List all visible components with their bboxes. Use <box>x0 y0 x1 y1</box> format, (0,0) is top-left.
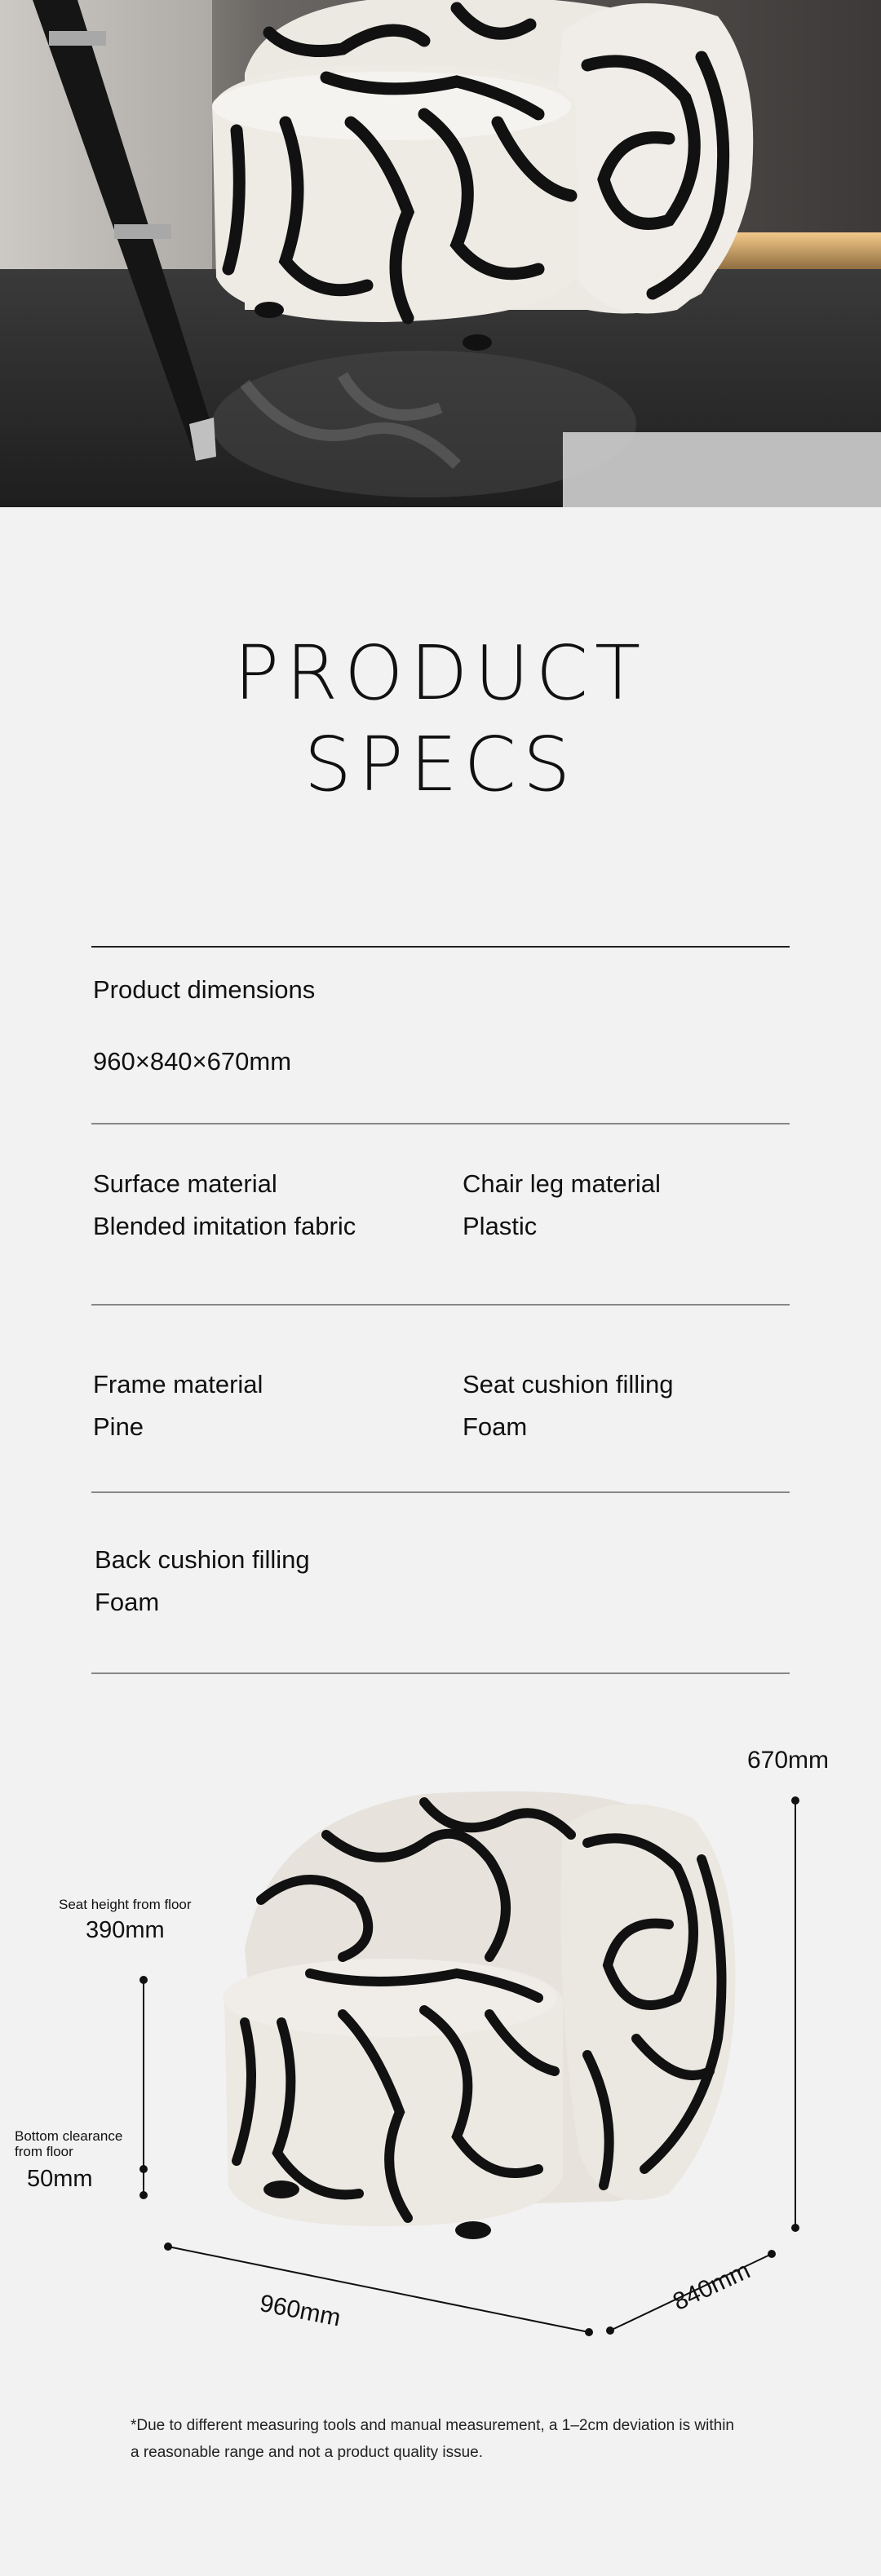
disclaimer-note <box>131 2412 783 2466</box>
height-label: 670mm <box>747 1747 830 1774</box>
divider <box>91 1491 790 1493</box>
chair-illustration <box>223 1792 735 2239</box>
hero-photo <box>0 0 881 507</box>
seat-height-dimension-line <box>139 1976 148 2173</box>
back-cushion-filling-value: Foam <box>95 1588 160 1616</box>
divider <box>91 946 790 948</box>
back-cushion-filling-label: Back cushion filling <box>95 1545 310 1574</box>
clearance-dimension-line <box>139 2169 148 2199</box>
disclaimer-line1: *Due to different measuring tools and manual measurement, a 1–2cm deviation is within <box>131 2417 734 2434</box>
dimension-diagram <box>0 1729 881 2348</box>
height-dimension-line <box>791 1796 799 2232</box>
disclaimer-line2: a reasonable range and not a product quality issue. <box>131 2444 484 2461</box>
surface-material-label: Surface material <box>93 1169 277 1198</box>
divider <box>91 1672 790 1674</box>
frame-material-label: Frame material <box>93 1370 263 1398</box>
clearance-caption <box>15 2128 122 2159</box>
seat-height-value: 390mm <box>86 1917 165 1943</box>
clearance-caption-line1: Bottom clearance <box>15 2128 123 2144</box>
clearance-value: 50mm <box>27 2166 93 2192</box>
hero-chair-illustration <box>0 0 881 507</box>
divider <box>91 1123 790 1125</box>
page-title <box>0 628 881 811</box>
page-title-line1: PRODUCT <box>233 630 648 717</box>
clearance-caption-line2: from floor <box>15 2144 73 2159</box>
seat-height-caption: Seat height from floor <box>59 1897 192 1912</box>
seat-cushion-filling-value: Foam <box>463 1412 528 1441</box>
chair-leg-material-value: Plastic <box>463 1212 538 1240</box>
surface-material-value: Blended imitation fabric <box>93 1212 356 1240</box>
dimensions-label: Product dimensions <box>93 975 316 1004</box>
depth-label: 840mm <box>669 2256 755 2316</box>
seat-cushion-filling-label: Seat cushion filling <box>463 1370 674 1398</box>
width-label: 960mm <box>257 2290 343 2332</box>
page-title-line2: SPECS <box>303 721 578 808</box>
width-dimension-line <box>164 2242 593 2336</box>
chair-dimension-drawing <box>0 1729 881 2348</box>
dimensions-value: 960×840×670mm <box>93 1047 292 1076</box>
frame-material-value: Pine <box>93 1412 144 1441</box>
divider <box>91 1304 790 1306</box>
chair-leg-material-label: Chair leg material <box>463 1169 661 1198</box>
